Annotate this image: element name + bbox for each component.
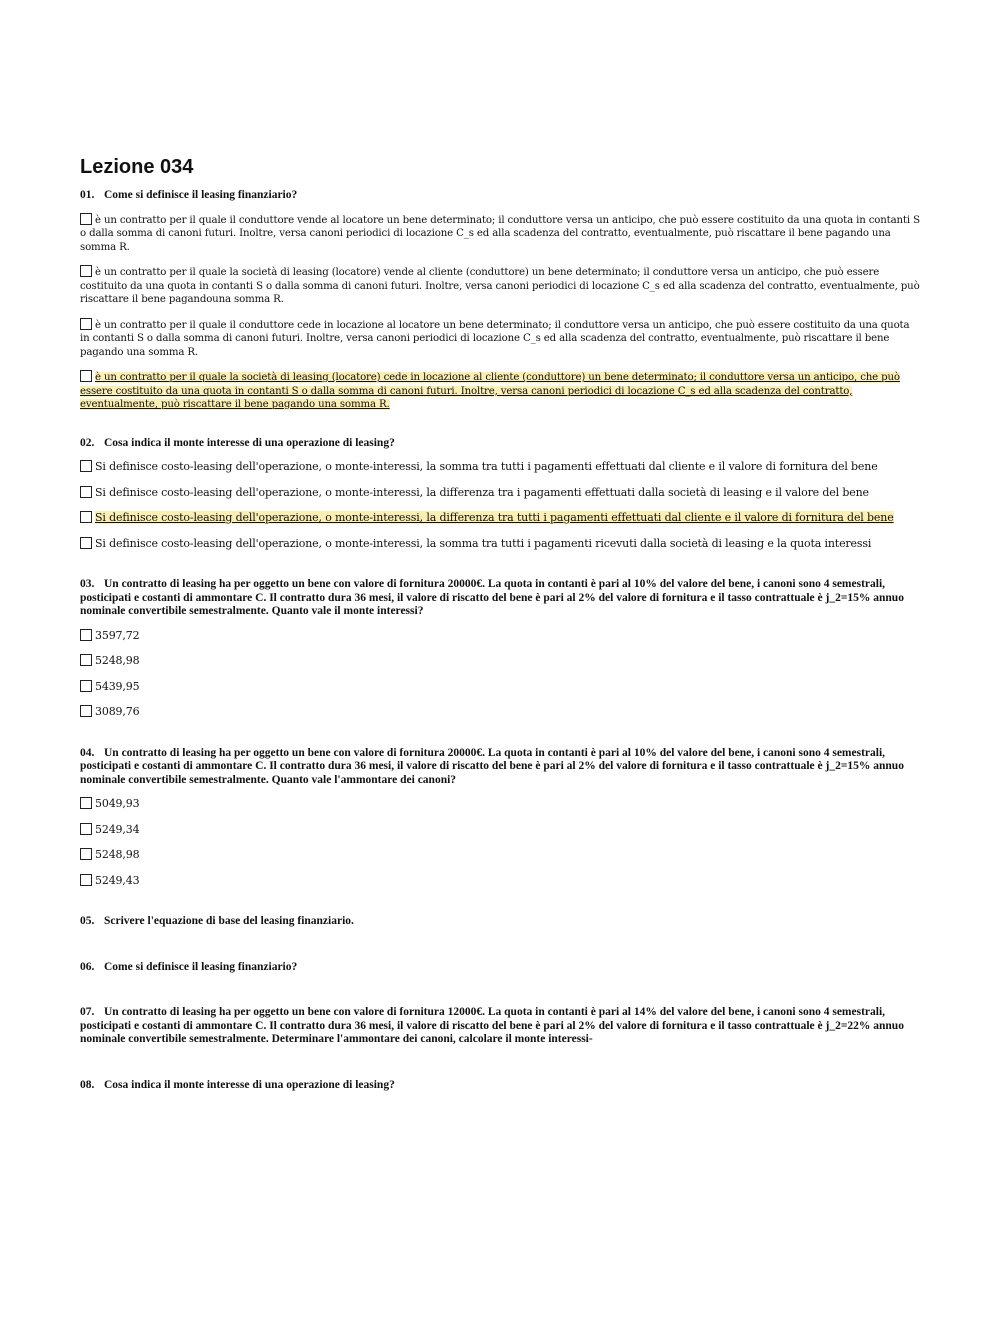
question-text: Scrivere l'equazione di base del leasing finanziario. — [104, 915, 354, 927]
answer-option — [80, 460, 922, 474]
question-number: 01. — [80, 189, 95, 201]
answer-text-highlighted: Si definisce costo-leasing dell'operazione, o monte-interessi, la differenza tra tutti i pagamenti effettuati dal cliente e il valore di fornitura del bene — [95, 511, 894, 524]
answer-text: 5049,93 — [95, 797, 140, 810]
answer-option — [80, 680, 922, 694]
question-08 — [80, 1079, 922, 1093]
answer-option — [80, 318, 922, 360]
question-07 — [80, 1006, 922, 1047]
question-01 — [80, 189, 922, 412]
checkbox[interactable] — [80, 823, 92, 835]
checkbox[interactable] — [80, 370, 92, 382]
answer-text: 5439,95 — [95, 679, 140, 693]
checkbox[interactable] — [80, 460, 92, 472]
answer-text-highlighted: è un contratto per il quale la società di leasing (locatore) cede in locazione al cliente (conduttore) un bene determinato; il conduttore versa un anticipo, che può essere costituito da una quota in contanti S o dalla somma di canoni futuri. Inoltre, versa canoni periodici di locazione C_s ed alla scadenza del contratto, eventualmente, può riscattare il bene pagando una somma R. — [80, 372, 900, 410]
answer-text: 5249,43 — [95, 873, 140, 887]
answer-text: 5249,34 — [95, 822, 140, 836]
question-text: Un contratto di leasing ha per oggetto un bene con valore di fornitura 20000€. La quota in contanti è pari al 10% del valore del bene, i canoni sono 4 semestrali, posticipati e costanti di ammontare C. Il contratto dura 36 mesi, il valore di riscatto del bene è pari al 2% del valore di fornitura e il tasso contrattuale è j_2=15% annuo nominale convertibile semestralmente. Quanto vale l'ammontare dei canoni? — [80, 746, 904, 786]
answer-option — [80, 705, 922, 719]
answer-text: Si definisce costo-leasing dell'operazione, o monte-interessi, la differenza tra i pagamenti effettuati dalla società di leasing e il valore del bene — [95, 485, 869, 499]
question-number: 08. — [80, 1078, 95, 1091]
answer-text: 3089,76 — [95, 705, 140, 718]
answer-option — [80, 486, 922, 500]
answer-option — [80, 823, 922, 837]
answer-option — [80, 848, 922, 862]
checkbox[interactable] — [80, 874, 92, 886]
question-number: 07. — [80, 1006, 95, 1018]
question-text: Cosa indica il monte interesse di una operazione di leasing? — [104, 436, 395, 449]
answer-option — [80, 654, 922, 668]
answer-text: 3597,72 — [95, 628, 140, 642]
question-text: Un contratto di leasing ha per oggetto un bene con valore di fornitura 20000€. La quota in contanti è pari al 10% del valore del bene, i canoni sono 4 semestrali, posticipati e costanti di ammontare C. Il contratto dura 36 mesi, il valore di riscatto del bene è pari al 2% del valore di fornitura e il tasso contrattuale è j_2=15% annuo nominale convertibile semestralmente. Quanto vale il monte interessi? — [80, 578, 904, 617]
answer-option-highlighted — [80, 511, 922, 525]
question-05 — [80, 915, 922, 929]
lesson-title: Lezione 034 — [80, 156, 194, 178]
answer-text: 5248,98 — [95, 654, 140, 667]
question-heading — [80, 747, 922, 788]
checkbox[interactable] — [80, 537, 92, 549]
checkbox[interactable] — [80, 213, 92, 225]
answer-option — [80, 265, 922, 307]
question-text: Come si definisce il leasing finanziario? — [104, 189, 298, 201]
answer-option — [80, 629, 922, 643]
answer-option — [80, 797, 922, 811]
question-04 — [80, 747, 922, 888]
answer-text: 5248,98 — [95, 848, 140, 861]
checkbox[interactable] — [80, 680, 92, 692]
question-heading — [80, 1079, 922, 1093]
question-text: Cosa indica il monte interesse di una operazione di leasing? — [104, 1078, 395, 1091]
checkbox[interactable] — [80, 848, 92, 860]
question-number: 04. — [80, 746, 95, 759]
document-page — [80, 155, 922, 1102]
question-heading — [80, 437, 922, 451]
question-02 — [80, 437, 922, 551]
question-heading — [80, 961, 922, 975]
answer-text: è un contratto per il quale la società di leasing (locatore) vende al cliente (conduttore) un bene determinato; il conduttore versa un anticipo, che può essere costituito da una quota in contanti S o dalla somma di canoni futuri. Inoltre, versa canoni periodici di locazione C_s ed alla scadenza del contratto, eventualmente, può riscattare il bene pagandouna somma R. — [80, 267, 920, 305]
answer-text: è un contratto per il quale il conduttore vende al locatore un bene determinato; il conduttore versa un anticipo, che può essere costituito da una quota in contanti S o dalla somma di canoni futuri. Inoltre, versa canoni periodici di locazione C_s ed alla scadenza del contratto, eventualmente, può riscattare il bene pagando una somma R. — [80, 214, 920, 253]
checkbox[interactable] — [80, 629, 92, 641]
question-06 — [80, 961, 922, 975]
answer-option-highlighted — [80, 370, 922, 412]
answer-option — [80, 874, 922, 888]
question-number: 06. — [80, 960, 95, 973]
question-number: 03. — [80, 578, 95, 590]
checkbox[interactable] — [80, 654, 92, 666]
question-heading — [80, 578, 922, 619]
answer-text: Si definisce costo-leasing dell'operazione, o monte-interessi, la somma tra tutti i pagamenti ricevuti dalla società di leasing e la quota interessi — [95, 536, 872, 550]
answer-option — [80, 213, 922, 255]
answer-text: Si definisce costo-leasing dell'operazione, o monte-interessi, la somma tra tutti i pagamenti effettuati dal cliente e il valore di fornitura del bene — [95, 460, 878, 473]
question-number: 05. — [80, 915, 95, 927]
question-text: Come si definisce il leasing finanziario? — [104, 960, 298, 973]
question-number: 02. — [80, 436, 95, 449]
checkbox[interactable] — [80, 486, 92, 498]
question-heading — [80, 189, 922, 203]
question-heading — [80, 1006, 922, 1047]
question-03 — [80, 578, 922, 719]
question-text: Un contratto di leasing ha per oggetto un bene con valore di fornitura 12000€. La quota in contanti è pari al 14% del valore del bene, i canoni sono 4 semestrali, posticipati e costanti di ammontare C. Il contratto dura 36 mesi, il valore di riscatto del bene è pari al 2% del valore di fornitura e il tasso contrattuale è j_2=22% annuo nominale convertibile semestralmente. Determinare l'ammontare dei canoni, calcolare il monte interessi- — [80, 1006, 904, 1045]
question-heading — [80, 915, 922, 929]
answer-text: è un contratto per il quale il conduttore cede in locazione al locatore un bene determinato; il conduttore versa un anticipo, che può essere costituito da una quota in contanti S o dalla somma di canoni futuri. Inoltre, versa canoni periodici di locazione C_s ed alla scadenza del contratto, eventualmente, può riscattare il bene pagando una somma R. — [80, 319, 910, 358]
checkbox[interactable] — [80, 265, 92, 277]
checkbox[interactable] — [80, 797, 92, 809]
checkbox[interactable] — [80, 511, 92, 523]
checkbox[interactable] — [80, 318, 92, 330]
checkbox[interactable] — [80, 705, 92, 717]
answer-option — [80, 537, 922, 551]
